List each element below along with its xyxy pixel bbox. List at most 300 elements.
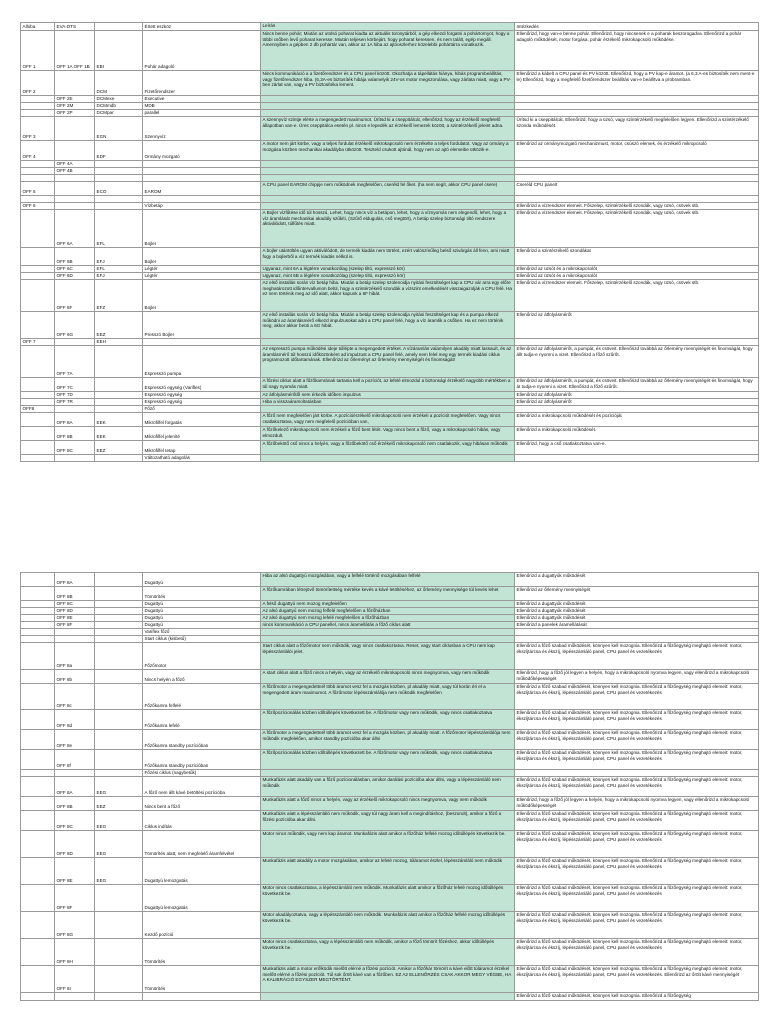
action-cell: Ellenőrizd az ormánymozgató mechanizmust, motor, csúszó elemek, és érzékelő mikropcsoló bbox=[515, 141, 759, 161]
action-cell: Ellenőrizd a panelek áramellátását bbox=[515, 622, 759, 629]
description-cell: Motor akadályoztatva, vagy a lépésszámláló nem működik. Munkafázis alatt amikor a főzőház felfelé mozog időtúllépés következik be. bbox=[261, 912, 515, 939]
eva-dts-cell bbox=[55, 71, 95, 96]
component-cell: Mikrofilfel forgatás bbox=[143, 413, 261, 427]
table-row bbox=[21, 831, 759, 858]
table-row bbox=[21, 96, 759, 103]
eva-dts-cell bbox=[55, 117, 95, 141]
table-row bbox=[21, 710, 759, 730]
table-row bbox=[21, 312, 759, 339]
eva-dts-cell: OFF 6A bbox=[55, 210, 95, 248]
eva-dts-cell: OFF 8I bbox=[55, 966, 95, 993]
table-row bbox=[21, 203, 759, 210]
eva-dts-cell: OFF 8C bbox=[55, 601, 95, 608]
code-cell: EEH bbox=[95, 339, 143, 346]
description-cell: A főzőkelező mikrokapcsoló nem érzékeli a főző bent létét. Vagy nincs bent a főző, vagy a mikrokapcsoló hibás, vagy elmozdult. bbox=[261, 427, 515, 441]
table-row bbox=[21, 912, 759, 939]
table-row bbox=[21, 399, 759, 406]
alhiba-cell bbox=[21, 858, 55, 885]
component-cell: MDB bbox=[143, 103, 261, 110]
table-row bbox=[21, 730, 759, 750]
description-cell: Munkafázis alatt a lépésszámláló nem működik, vagy túl nagy áram kell a megindításhoz, (beszorult), amikor a főző a főzési pozícióba akar állni. bbox=[261, 811, 515, 831]
table-row bbox=[21, 110, 759, 117]
table-row bbox=[21, 339, 759, 346]
code-cell bbox=[95, 392, 143, 399]
table-row bbox=[21, 670, 759, 684]
code-cell: EEG bbox=[95, 831, 143, 858]
action-cell: Ellenőrizd az átfolyásmérőt, a pumpát, és csöveit. Ellenőrizd továbbá az őrlemény mennyiségét és finomságát, hogy állt tudja-e nyomni a vizet. Ellenőrizd a főző szűrőt. bbox=[515, 346, 759, 378]
table-row bbox=[21, 629, 759, 636]
eva-dts-cell bbox=[55, 629, 95, 636]
error-code-table bbox=[20, 22, 759, 462]
action-cell: Ellenőrizd a vízrendszer elemeit. Főszelep, szintérzékelő szondák, vagy üzsó, csövek stb. bbox=[515, 203, 759, 210]
action-cell: Ellenőrizd az átfolyásmérőt bbox=[515, 399, 759, 406]
eva-dts-cell: OFF 8D bbox=[55, 608, 95, 615]
component-cell: Tömörítés bbox=[143, 939, 261, 966]
component-cell: Espresszó pumpa bbox=[143, 346, 261, 378]
description-cell bbox=[261, 770, 515, 777]
eva-dts-cell: OFF 7D bbox=[55, 392, 95, 399]
code-cell bbox=[95, 615, 143, 622]
eva-dts-cell: OFF 2P bbox=[55, 110, 95, 117]
alhiba-cell bbox=[21, 573, 55, 587]
table-row bbox=[21, 966, 759, 993]
component-cell bbox=[143, 161, 261, 168]
alhiba-cell bbox=[21, 196, 55, 203]
action-cell bbox=[515, 103, 759, 110]
eva-dts-cell: OFF 6C bbox=[55, 266, 95, 273]
description-cell: Munkafázis alatt a főző nincs a helyén, vagy az érzékelő mikrokapcsoló nincs megnyomva, vagy nem működik bbox=[261, 797, 515, 811]
description-cell: A felső dugattyú nem mozog megfelelően bbox=[261, 601, 515, 608]
component-cell: Tömörítés bbox=[143, 966, 261, 993]
action-cell: Ellenőrizd az átfolyásmérőt bbox=[515, 392, 759, 399]
table-row bbox=[21, 441, 759, 455]
code-cell bbox=[95, 643, 143, 670]
eva-dts-cell: OFF 8H bbox=[55, 939, 95, 966]
table-row bbox=[21, 885, 759, 912]
component-cell: Espresszó egység (Varifles) bbox=[143, 378, 261, 392]
eva-dts-cell: OFF 8B bbox=[55, 797, 95, 811]
description-cell: Az espresszó pumpa működési ideje túllépte a megengedett értéket. A vízáramlás valamilyen akadály miatt lassauít, és az áramlásmérő túl hosszú időközönként ad impulzust a CPU panel felé, amely nem felel meg egy termék kiadási ciklus programozott időtartamának. Ellenőrizd az őrleményt az őrlemény mennyiségét és finomságát! bbox=[261, 346, 515, 378]
action-cell bbox=[515, 110, 759, 117]
component-cell: Executive bbox=[143, 96, 261, 103]
eva-dts-cell bbox=[55, 636, 95, 643]
header-cell-eva-dts: EVA-DTS bbox=[55, 23, 95, 31]
eva-dts-cell: OFF 1A OFF 1B bbox=[55, 31, 95, 71]
action-cell bbox=[515, 406, 759, 413]
code-cell bbox=[95, 622, 143, 629]
alhiba-cell bbox=[21, 161, 55, 168]
eva-dts-cell: OFF 8B bbox=[55, 427, 95, 441]
component-cell: Ormány mozgató bbox=[143, 141, 261, 161]
table-row bbox=[21, 210, 759, 248]
description-cell: A főzőpozícionálás közben időtúllépés következett be. A főzőmotor vagy nem működik, vagy nincs csatlakoztatva bbox=[261, 710, 515, 730]
code-cell: EEG bbox=[95, 858, 143, 885]
action-cell: Ellenőrizd a főző szabad működését, könnyen kell mozognia. Ellenőrizd a főzőegység meghajtó elemeit: motor, ékszíjtárcsa és ékszíj, lépésszámláló panel, CPU panel és vezetékezés. Ellenőrizd az őrölt kávé mennyiségét bbox=[515, 966, 759, 993]
eva-dts-cell: OFF 8c bbox=[55, 684, 95, 710]
alhiba-cell: OFF 7 bbox=[21, 339, 55, 346]
alhiba-cell bbox=[21, 441, 55, 455]
action-cell bbox=[515, 629, 759, 636]
alhiba-cell bbox=[21, 750, 55, 770]
alhiba-cell bbox=[21, 710, 55, 730]
component-cell: Bojler bbox=[143, 210, 261, 248]
component-cell: Dugattyú bbox=[143, 573, 261, 587]
description-cell bbox=[261, 203, 515, 210]
alhiba-cell bbox=[21, 643, 55, 670]
component-cell: Légtér bbox=[143, 273, 261, 280]
action-cell: Ellenőrizd a főző szabad működését, könnyen kell mozognia. Ellenőrizd a főzőegység meghajtó elemeit: motor, ékszíjtárcsa és ékszíj, lépésszámláló panel, CPU panel és vezetékezés bbox=[515, 858, 759, 885]
description-cell: Start ciklus alatt a főzőmotor nem működik, vagy nincs csatlakoztatva. Reset, vagy start ciklusban a CPU nem kap lépésszámlálói jelet. bbox=[261, 643, 515, 670]
description-cell bbox=[261, 110, 515, 117]
code-cell bbox=[95, 601, 143, 608]
action-cell: Ellenőrizd a főző szabad működését, könnyen kell mozognia. Ellenőrizd a főzőegység meghajtó elemeit: motor, ékszíjtárcsa és ékszíj, lépésszámláló panel, CPU panel és vezetékezés bbox=[515, 811, 759, 831]
table-row bbox=[21, 346, 759, 378]
description-cell: A főzési ciklus alatt a főzőkamrának tartania kell a pozíciót, az lefelé elmozdul a biztonsági érzékelő nagyobb mértékben a túl nagy nyomás miatt. bbox=[261, 378, 515, 392]
eva-dts-cell bbox=[55, 141, 95, 161]
alhiba-cell bbox=[21, 811, 55, 831]
table-row bbox=[21, 636, 759, 643]
table-row bbox=[21, 777, 759, 797]
error-table-sheet-1 bbox=[20, 22, 758, 462]
component-cell: Dugattyú lemozgatás bbox=[143, 858, 261, 885]
alhiba-cell bbox=[21, 608, 55, 615]
action-cell: Ellenőrizd a főző szabad működését, könnyen kell mozognia. Ellenőrizd a főzőegység bbox=[515, 993, 759, 1001]
header-cell-ertett-eszkoz: Értett eszköz bbox=[143, 23, 261, 31]
component-cell: Főzőkamra lefelé bbox=[143, 710, 261, 730]
eva-dts-cell: OFF 8a bbox=[55, 643, 95, 670]
component-cell: Presszó Bojler bbox=[143, 312, 261, 339]
action-cell: Ellenőrizd az őrlemény mennyiségét bbox=[515, 587, 759, 601]
code-cell bbox=[95, 587, 143, 601]
code-cell bbox=[95, 161, 143, 168]
description-cell: A motor nem járt körbe, vagy a teljes fordulat érzékelő mikrokapcsoló nem érzékelte a teljes fordulatot. Vagy az ormány a mozgása közben mechanikai akadályba ütközött. Teszteld csukott ajtónál, hogy nem az ajtó elemeibe ütközik-e. bbox=[261, 141, 515, 161]
alhiba-cell bbox=[21, 248, 55, 266]
action-cell: Ellenőrizd a vízrendszer elemeit. Főszelep, szintérzékelő szondák, vagy üzsó, csövek stb. bbox=[515, 210, 759, 248]
code-cell bbox=[95, 378, 143, 392]
component-cell: Főzőkamra standby pozícióban bbox=[143, 730, 261, 750]
component-cell: EAROM bbox=[143, 182, 261, 196]
alhiba-cell: OFF 4 bbox=[21, 141, 55, 161]
eva-dts-cell: OFF 8A bbox=[55, 413, 95, 427]
code-cell: EEK bbox=[95, 427, 143, 441]
action-cell bbox=[515, 196, 759, 203]
code-cell bbox=[95, 196, 143, 203]
table-row bbox=[21, 141, 759, 161]
component-cell: Mikrofilfel tetap bbox=[143, 441, 261, 455]
alhiba-cell bbox=[21, 622, 55, 629]
description-cell: A főzőkamrában létrejövő tömörítettség mértéke kevés a kávé letöltéséhez, az őrlemény mennyisége túl kevés lehet bbox=[261, 587, 515, 601]
description-cell bbox=[261, 993, 515, 1001]
alhiba-cell bbox=[21, 670, 55, 684]
table-row bbox=[21, 196, 759, 203]
description-cell bbox=[261, 636, 515, 643]
description-cell: Nincs benne pohár; Miután az utolsó poharat kiadta az aktuális toronytárból, a gép elkezdi forgatni a pohártornyot, hogy a többi csőben levő poharat keresse. Miután teljesen körbejárt, hogy poharat keressen, és nem talált, egép megáll. Amennyiben a gépben 2 db pohártár van, akkor az 1A hiba az ajtóoszlerhez közelebbi pohártárra vonatkozik. bbox=[261, 31, 515, 71]
component-cell: parallel bbox=[143, 110, 261, 117]
description-cell bbox=[261, 103, 515, 110]
action-cell: Ellenőrizd a szintérzékelő szondákat bbox=[515, 248, 759, 266]
component-cell: Főzőkamra standby pozícióban bbox=[143, 750, 261, 770]
code-cell: EEG bbox=[95, 811, 143, 831]
eva-dts-cell: OFF 8A bbox=[55, 573, 95, 587]
alhiba-cell bbox=[21, 831, 55, 858]
error-table-sheet-2 bbox=[20, 572, 758, 1001]
code-cell bbox=[95, 770, 143, 777]
eva-dts-cell: OFF 8A bbox=[55, 777, 95, 797]
eva-dts-cell: OFF 7C bbox=[55, 378, 95, 392]
action-cell: Ellenőrizd, hogy a főző jól legyen a helyén, hogy a mikrokapcsoló nyomva legyen, vagy ellenőrizd a mikrokapcsoló működőképességét bbox=[515, 670, 759, 684]
action-cell: Ellenőrizd a főző szabad működését, könnyen kell mozognia. Ellenőrizd a főzőegység meghajtó elemeit: motor, ékszíjtárcsa és ékszíj, lépésszámláló panel, CPU panel és vezetékezés bbox=[515, 885, 759, 912]
eva-dts-cell bbox=[55, 406, 95, 413]
code-cell: ECO bbox=[95, 182, 143, 196]
description-cell: nincs kommunikáció a CPU panellel, nincs áramellátás a főző ciklus alatt bbox=[261, 622, 515, 629]
code-cell: EFJ bbox=[95, 273, 143, 280]
description-cell: Motor nincs működik, vagy nem kap áramot. Munkafázis alatt amikor a főzőház felfelé mozog időtúllépés következik be. bbox=[261, 831, 515, 858]
table-row bbox=[21, 161, 759, 168]
eva-dts-cell: OFF 6B bbox=[55, 248, 95, 266]
alhiba-cell: OFF 2 bbox=[21, 71, 55, 96]
description-cell bbox=[261, 455, 515, 462]
alhiba-cell bbox=[21, 168, 55, 175]
eva-dts-cell: OFF 8f bbox=[55, 750, 95, 770]
code-cell: EEZ bbox=[95, 797, 143, 811]
component-cell: Tömörítés alatt, nem megfelelő áramfelvétel bbox=[143, 831, 261, 858]
table-row bbox=[21, 273, 759, 280]
action-cell: Ellenőrizd a főző szabad működését, könnyen kell mozognia. Ellenőrizd a főzőegység meghajtó elemeit: motor, ékszíjtárcsa és ékszíj, lépésszámláló panel, CPU panel és vezetékezés bbox=[515, 777, 759, 797]
table-row bbox=[21, 684, 759, 710]
header-row bbox=[21, 23, 759, 31]
description-cell: A főzőmotor a megengedettnél több áramot vesz fel a mozgás közben, pl akadály miatt. A főzőmotor lépésszámlálója nem működik megfelelően, amikor standby pozícióba akar állni bbox=[261, 730, 515, 750]
table-row bbox=[21, 858, 759, 885]
table-row bbox=[21, 993, 759, 1001]
code-cell: EDF bbox=[95, 141, 143, 161]
alhiba-cell bbox=[21, 777, 55, 797]
eva-dts-cell: OFF 8F bbox=[55, 885, 95, 912]
alhiba-cell bbox=[21, 280, 55, 312]
component-cell: Dugattyú bbox=[143, 608, 261, 615]
action-cell: Ellenőrizd az átfolyásmérőt bbox=[515, 312, 759, 339]
eva-dts-cell: OFF 8G bbox=[55, 912, 95, 939]
alhiba-cell bbox=[21, 939, 55, 966]
table-row bbox=[21, 71, 759, 96]
description-cell: Az alsó dugattyú nem mozog felfelé megfelelően a főzőházban bbox=[261, 608, 515, 615]
action-cell: Ellenőrizd a főző szabad működését, könnyen kell mozognia. Ellenőrizd a főzőegység meghajtó elemeit: motor, ékszíjtárcsa és ékszíj, lépésszámláló panel, CPU panel és vezetékezés bbox=[515, 912, 759, 939]
alhiba-cell bbox=[21, 399, 55, 406]
description-cell: Az első installás során víz betáp hiba. Miután a betáp szelep szolenoidja nyitási feszültséget kap a CPU vár arra egy előre meghatározott időintervallumon belül, hogy a szintérzékelő szondák a vízszint emelkedését visszaigazolják a CPU felé. Ha ez nem történik meg az idő alatt, akkor kapunk a 6F hibát. bbox=[261, 280, 515, 312]
description-cell: A főzőpozícionálás közben időtúllépés következett be. A főzőmotor vagy nem működik, vagy nincs csatlakoztatva bbox=[261, 750, 515, 770]
eva-dts-cell: OFF 8C bbox=[55, 811, 95, 831]
alhiba-cell bbox=[21, 266, 55, 273]
code-cell: EFL bbox=[95, 266, 143, 273]
description-cell: A bojler utántöltés ugyan aktiválódott, de termék kiadás nem történt, ezért valószínűleg belső szivárgás áll fenn, ami miatt fogy a bojlerből a víz termék kiadás nélkül is. bbox=[261, 248, 515, 266]
eva-dts-cell: OFF 8d bbox=[55, 710, 95, 730]
eva-dts-cell: OFF 2E bbox=[55, 96, 95, 103]
description-cell bbox=[261, 339, 515, 346]
action-cell bbox=[515, 339, 759, 346]
code-cell bbox=[95, 750, 143, 770]
description-cell: Ugyanaz, mint 6A a légtérre vonatkozólag (szelep tiltó, expresszó kör) bbox=[261, 266, 515, 273]
component-cell bbox=[143, 175, 261, 182]
action-cell: Ellenőrizd az átfolyásmérőt, a pumpát, és csöveit. Ellenőrizd továbbá az őrlemény mennyiségét és finomságát, hogy át tudja-e nyomni a vizet. Ellenőrizd a főző szűrőt. bbox=[515, 378, 759, 392]
code-cell bbox=[95, 346, 143, 378]
component-cell bbox=[143, 993, 261, 1001]
table-row bbox=[21, 587, 759, 601]
code-cell: DCMmdb bbox=[95, 103, 143, 110]
action-cell: Ellenőrizd a vízrendszer elemeit. Főszelep, szintérzékelő szondák, vagy üzsó, csövek stb. bbox=[515, 280, 759, 312]
alhiba-cell bbox=[21, 312, 55, 339]
description-cell: A Bojler vízfűtése idő túl hosszú, Lehet, hogy nincs víz a betápon, lehet, hogy a víznyomás nem elegendő, lehet, hogy a víz áramlását mechanikai akadály szűkíti, (Szűrő eldugulás, cső megtört), A betáp szelep biztonsági tiltó rendszere aktiválódott, túlfűtés miatt. bbox=[261, 210, 515, 248]
component-cell: Szennyvíz bbox=[143, 117, 261, 141]
description-cell: Motor nincs csatlakoztatva, a lépésszámláló nem működik. Munkafázis alatt amikor a főzőház lefelé mozog időtúllépés következik be. bbox=[261, 885, 515, 912]
description-cell: Az alsó dugattyú nem mozog lefelé megfelelően a főzőházban bbox=[261, 615, 515, 622]
error-code-table-continued bbox=[20, 572, 759, 1001]
alhiba-cell: OFF 5 bbox=[21, 182, 55, 196]
action-cell bbox=[515, 455, 759, 462]
code-cell: EEZ bbox=[95, 441, 143, 455]
alhiba-cell bbox=[21, 912, 55, 939]
alhiba-cell bbox=[21, 413, 55, 427]
action-cell bbox=[515, 175, 759, 182]
action-cell: Ellenőrizd a kábelt a CPU panel és PV között. Ellenőrizd, hogy a PV kap-e áramot. (a 6,3 A-es biztosíték nem ment-e le) Ellenőrizd, hogy a megfelelő fizetőrendszer beállítás van-e beállítva a probramban. bbox=[515, 71, 759, 96]
alhiba-cell bbox=[21, 587, 55, 601]
alhiba-cell bbox=[21, 601, 55, 608]
component-cell: Főzőkamra felfelé bbox=[143, 684, 261, 710]
description-cell bbox=[261, 175, 515, 182]
table-row bbox=[21, 280, 759, 312]
action-cell: Ellenőrizd a dugattyúk működését bbox=[515, 573, 759, 587]
eva-dts-cell bbox=[55, 993, 95, 1001]
alhiba-cell bbox=[21, 885, 55, 912]
component-cell: Variflex főző bbox=[143, 629, 261, 636]
code-cell bbox=[95, 608, 143, 615]
action-cell bbox=[515, 770, 759, 777]
component-cell: Espresszó egység bbox=[143, 392, 261, 399]
eva-dts-cell: OFF 8B bbox=[55, 587, 95, 601]
table-row bbox=[21, 797, 759, 811]
component-cell: Dugattyú bbox=[143, 622, 261, 629]
table-row bbox=[21, 615, 759, 622]
description-cell: A főző nem megfelelően járt körbe. A pozícióérzékelő mikrokapcsoló nem érzékeli a pozíciót megfelelően. Vagy nincs csatlakoztatva, vagy nem megfelelő pozícióban van, bbox=[261, 413, 515, 427]
code-cell bbox=[95, 175, 143, 182]
action-cell: Ellenőrizd a főző szabad működését, könnyen kell mozognia. Ellenőrizd a főzőegység meghajtó elemeit: motor, ékszíjtárcsa és ékszíj, lépésszámláló panel, CPU panel és vezetékezés bbox=[515, 730, 759, 750]
action-cell bbox=[515, 96, 759, 103]
action-cell: Ellenőrizd a főző szabad működését, könnyen kell mozognia. Ellenőrizd a főzőegység meghajtó elemeit: motor, ékszíjtárcsa és ékszíj, lépésszámláló panel, CPU panel és vezetékezés bbox=[515, 750, 759, 770]
action-cell: Ellenőrizd, hogy a főző jól legyen a helyén, hogy a mikrokapcsoló nyomva legyen, vagy ellenőrizd a mikrokapcsoló működőképességét bbox=[515, 797, 759, 811]
component-cell: Start ciklus (kisbetű) bbox=[143, 636, 261, 643]
action-cell: Ellenőrizd, hogy van-e benne pohár. Ellenőrizd, hogy nincsenek e a poharak beszorogadva. Ellenőrizd a pohár adagoló működését, motor forgása, pohár érzékelő mikrokapcsoló működése. bbox=[515, 31, 759, 71]
code-cell: EFJ bbox=[95, 248, 143, 266]
description-cell: Munkafázis alatt akadály van a főző pozícionálásban, amikor darálási pozícióba akar állni, vagy a lépésszámláló nem működik bbox=[261, 777, 515, 797]
action-cell: Ellenőrizd a főző szabad működését, könnyen kell mozognia. Ellenőrizd a főzőegység meghajtó elemeit: motor, ékszíjtárcsa és ékszíj, lépésszámláló panel, CPU panel és vezetékezés bbox=[515, 684, 759, 710]
description-cell: Hiba az alsó dugattyú mozgásában, vagy a felfelé történő mozgásában felfelé bbox=[261, 573, 515, 587]
component-cell: A főző nem állt kávé betöltési pozícióba bbox=[143, 777, 261, 797]
header-cell-alhiba: Alhiba bbox=[21, 23, 55, 31]
eva-dts-cell: OFF 4B bbox=[55, 168, 95, 175]
action-cell: Ellenőrizd a főző szabad működését, könnyen kell mozognia. Ellenőrizd a főzőegység meghajtó elemeit: motor, ékszíjtárcsa és ékszíj, lépésszámláló panel, CPU panel és vezetékezés bbox=[515, 710, 759, 730]
component-cell: Vízbetáp bbox=[143, 203, 261, 210]
eva-dts-cell: OFF 8E bbox=[55, 615, 95, 622]
alhiba-cell bbox=[21, 636, 55, 643]
description-cell: A start ciklus alatt a főző nincs a helyén, vagy az érzékelő mikrokapcsoló nincs megnyomva, vagy nem működik bbox=[261, 670, 515, 684]
component-cell: Főzőmotor bbox=[143, 643, 261, 670]
description-cell: A szennyvíz szintje elérte a megengedett maximumot. Ürítsd ki a cseppitálcát, ellenőrizd, hogy az érzékelő megfelelő állapotban van-e. Üres cseppitálca esetén pl. nincs e lepedék az érzékelő lemezek között, a szintérzékelő jeleint adna. bbox=[261, 117, 515, 141]
alhiba-cell bbox=[21, 210, 55, 248]
component-cell: Légtér bbox=[143, 266, 261, 273]
eva-dts-cell: OFF 6F bbox=[55, 280, 95, 312]
code-cell: EGN bbox=[95, 117, 143, 141]
description-cell: Nincs kommunikáció a a fizetőrendszer és a CPU panel között. Okozhatja a tápellátás hiánya, hibás programbeállítás, vagy fizetőrendszer hiba. (6,3A-es biztosíték hibája valamelyik 24V-os motor megszorulása, vagy zárlata miatt, vagy a PV-ben zárlat van, vagy a PV biztosítéka lement. bbox=[261, 71, 515, 96]
table-row bbox=[21, 939, 759, 966]
code-cell bbox=[95, 203, 143, 210]
code-cell bbox=[95, 730, 143, 750]
description-cell: Motor nincs csatlakoztatva, vagy a lépésszámláló nem működik, amikor a főző tömörít főzéshez, akkor időtúllépés következik be. bbox=[261, 939, 515, 966]
component-cell: Dugattyú bbox=[143, 615, 261, 622]
eva-dts-cell: OFF 8D bbox=[55, 831, 95, 858]
code-cell: EBI bbox=[95, 31, 143, 71]
header-cell-intezkedes: Intézkedés bbox=[515, 23, 759, 31]
table-row bbox=[21, 392, 759, 399]
description-cell: A CPU panel EAROM chippje nem működnek megfelelően, cseréld fel őket. (ha nem segít, akkor CPU panel csere) bbox=[261, 182, 515, 196]
code-cell bbox=[95, 455, 143, 462]
header-cell-eszkoz-code bbox=[95, 23, 143, 31]
alhiba-cell: OFF8 bbox=[21, 406, 55, 413]
eva-dts-cell: OFF 8C bbox=[55, 441, 95, 455]
table-row bbox=[21, 622, 759, 629]
alhiba-cell bbox=[21, 797, 55, 811]
component-cell: Dugattyú bbox=[143, 601, 261, 608]
description-cell: A főzőbekötő cső nincs a helyén, vagy a főzőbekötő cső érzékelő mikrokapcsoló nem csatlakozik, vagy hibásan működik bbox=[261, 441, 515, 455]
alhiba-cell bbox=[21, 427, 55, 441]
description-cell bbox=[261, 96, 515, 103]
code-cell bbox=[95, 636, 143, 643]
table-row bbox=[21, 427, 759, 441]
code-cell bbox=[95, 912, 143, 939]
header-cell-leiras: Leírás bbox=[261, 23, 515, 31]
code-cell: DCM bbox=[95, 71, 143, 96]
description-cell bbox=[261, 629, 515, 636]
code-cell bbox=[95, 684, 143, 710]
eva-dts-cell bbox=[55, 196, 95, 203]
component-cell: Tömörítés bbox=[143, 587, 261, 601]
description-cell bbox=[261, 168, 515, 175]
action-cell: Ellenőrizd a dugattyúk működését bbox=[515, 601, 759, 608]
action-cell: Ellenőrizd a főző szabad működését, könnyen kell mozognia. Ellenőrizd a főzőegység meghajtó elemeit: motor, ékszíjtárcsa és ékszíj, lépésszámláló panel, CPU panel és vezetékezés bbox=[515, 643, 759, 670]
alhiba-cell: OFF 3 bbox=[21, 117, 55, 141]
action-cell bbox=[515, 161, 759, 168]
component-cell: Pohár adagoló bbox=[143, 31, 261, 71]
description-cell: Az első installás során víz betáp hiba. Miután a betáp szelep szolenoidja nyitási feszültséget kap és a pumpa elkezd működni az áramlásmérő elkezd impulzusokat adni a CPU panel felé, hogy a víz áramlik a csőben. Ha ez nem történik meg, akkor akkor beüti a 6G hibát. bbox=[261, 312, 515, 339]
action-cell: Ellenőrizd a dugattyúk működését bbox=[515, 615, 759, 622]
eva-dts-cell bbox=[55, 203, 95, 210]
alhiba-cell bbox=[21, 993, 55, 1001]
table-row bbox=[21, 750, 759, 770]
code-cell bbox=[95, 670, 143, 684]
table-row bbox=[21, 406, 759, 413]
code-cell: EFL bbox=[95, 210, 143, 248]
table-row bbox=[21, 608, 759, 615]
eva-dts-cell: OFF 6D bbox=[55, 273, 95, 280]
eva-dts-cell bbox=[55, 455, 95, 462]
code-cell bbox=[95, 993, 143, 1001]
eva-dts-cell: OFF 7R bbox=[55, 399, 95, 406]
code-cell: DCMpar bbox=[95, 110, 143, 117]
action-cell: Ellenőrizd a főző szabad működését, könnyen kell mozognia. Ellenőrizd a főzőegység meghajtó elemeit: motor, ékszíjtárcsa és ékszíj, lépésszámláló panel, CPU panel és vezetékezés bbox=[515, 939, 759, 966]
description-cell bbox=[261, 161, 515, 168]
table-row bbox=[21, 266, 759, 273]
table-row bbox=[21, 248, 759, 266]
component-cell: Főzési ciklus (nagybetűk) bbox=[143, 770, 261, 777]
eva-dts-cell: OFF 8F bbox=[55, 622, 95, 629]
alhiba-cell bbox=[21, 273, 55, 280]
